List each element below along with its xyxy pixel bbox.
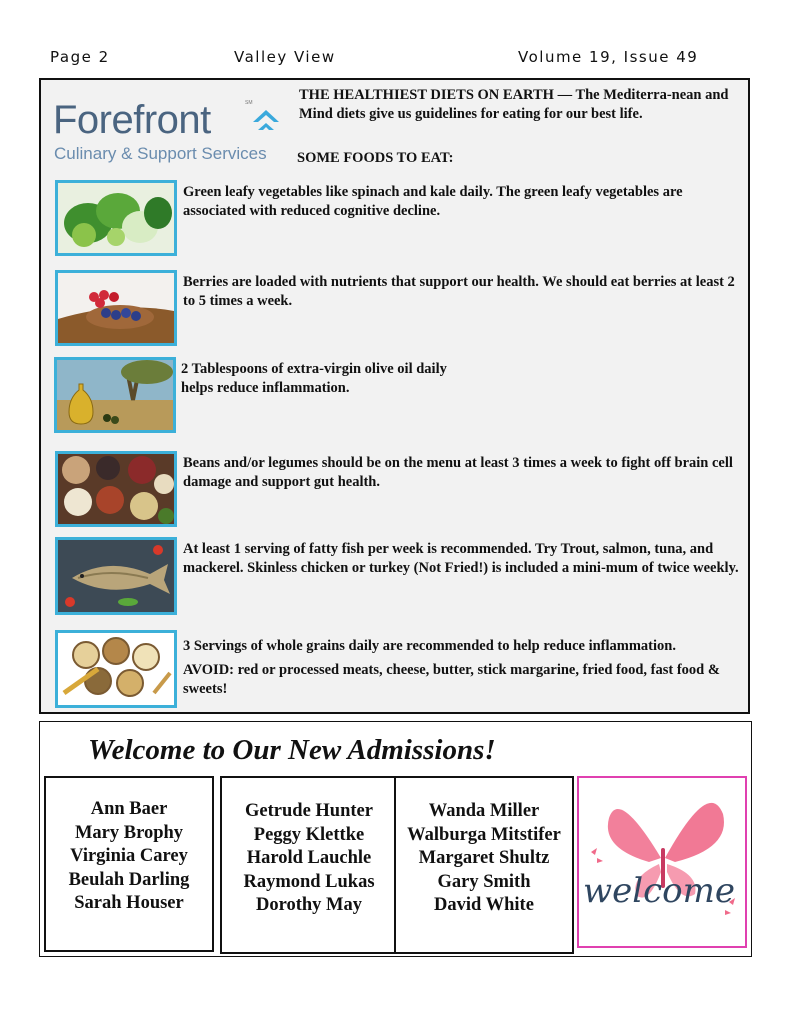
resident-name: Raymond Lukas xyxy=(243,871,375,892)
welcome-title: Welcome to Our New Admissions! xyxy=(88,734,496,766)
resident-name: Getrude Hunter xyxy=(245,801,373,821)
article-title-rest: The Mediterra-nean and Mind diets give us guidelines for eating for our best life. xyxy=(299,87,729,122)
publication-name: Valley View xyxy=(234,48,336,66)
berries-image xyxy=(55,270,177,346)
logo-tagline: Culinary & Support Services xyxy=(54,144,267,163)
food-text: At least 1 serving of fatty fish per week is recommended. Try Trout, salmon, tuna, and mackerel. Skinless chicken or turkey (Not Fried!) is included a mini-mum of twice weekly. xyxy=(183,541,739,576)
olive-oil-image xyxy=(54,357,176,433)
resident-name: Sarah Houser xyxy=(74,893,184,913)
names-column-1 xyxy=(44,776,214,952)
fish-image xyxy=(55,537,177,615)
diet-article xyxy=(39,78,750,714)
welcome-section xyxy=(39,721,752,957)
logo-service-mark: SM xyxy=(245,100,253,106)
food-text: Beans and/or legumes should be on the menu at least 3 times a week to fight off brain cell damage and support gut health. xyxy=(183,455,733,490)
food-text xyxy=(181,360,743,398)
leafy-greens-image xyxy=(55,180,177,256)
resident-name: Margaret Shultz xyxy=(418,848,550,868)
olive-oil-text-line1: 2 Tablespoons of extra-virgin olive oil daily xyxy=(181,361,447,377)
food-text: Berries are loaded with nutrients that support our health. We should eat berries at least 2 to 5 times a week. xyxy=(183,274,735,309)
foods-subhead: SOME FOODS TO EAT: xyxy=(297,150,454,166)
page-number: Page 2 xyxy=(50,48,110,66)
resident-name: Walburga Mitstifer xyxy=(407,824,561,845)
logo-chevron-icon xyxy=(251,106,281,136)
issue-info: Volume 19, Issue 49 xyxy=(518,48,699,66)
resident-name: Wanda Miller xyxy=(428,801,540,821)
names-column-2 xyxy=(220,776,398,954)
avoid-text: AVOID: red or processed meats, cheese, butter, stick margarine, fried food, fast food & sweets! xyxy=(183,662,720,697)
food-text: Green leafy vegetables like spinach and kale daily. The green leafy vegetables are associated with reduced cognitive decline. xyxy=(183,184,683,219)
resident-name: Dorothy May xyxy=(255,895,363,915)
welcome-image-text: welcome xyxy=(583,871,735,911)
resident-name: David White xyxy=(434,895,534,915)
food-text xyxy=(183,637,745,699)
article-title-lead: THE HEALTHIEST DIETS ON EARTH — xyxy=(299,87,573,103)
olive-oil-text-line2: helps reduce inflammation. xyxy=(181,380,350,396)
resident-name: Beulah Darling xyxy=(68,869,190,890)
welcome-butterfly-image xyxy=(577,776,747,948)
article-title xyxy=(299,86,745,124)
grains-text: 3 Servings of whole grains daily are recommended to help reduce inflammation. xyxy=(183,638,676,654)
resident-name: Harold Lauchle xyxy=(246,848,372,868)
names-column-3 xyxy=(394,776,574,954)
resident-name: Virginia Carey xyxy=(70,846,188,866)
resident-name: Peggy Klettke xyxy=(253,824,365,845)
beans-image xyxy=(55,451,177,527)
resident-name: Ann Baer xyxy=(90,799,168,819)
whole-grains-image xyxy=(55,630,177,708)
forefront-logo xyxy=(53,96,281,166)
logo-wordmark: Forefront xyxy=(53,98,211,142)
resident-name: Gary Smith xyxy=(437,871,531,892)
resident-name: Mary Brophy xyxy=(74,822,184,843)
